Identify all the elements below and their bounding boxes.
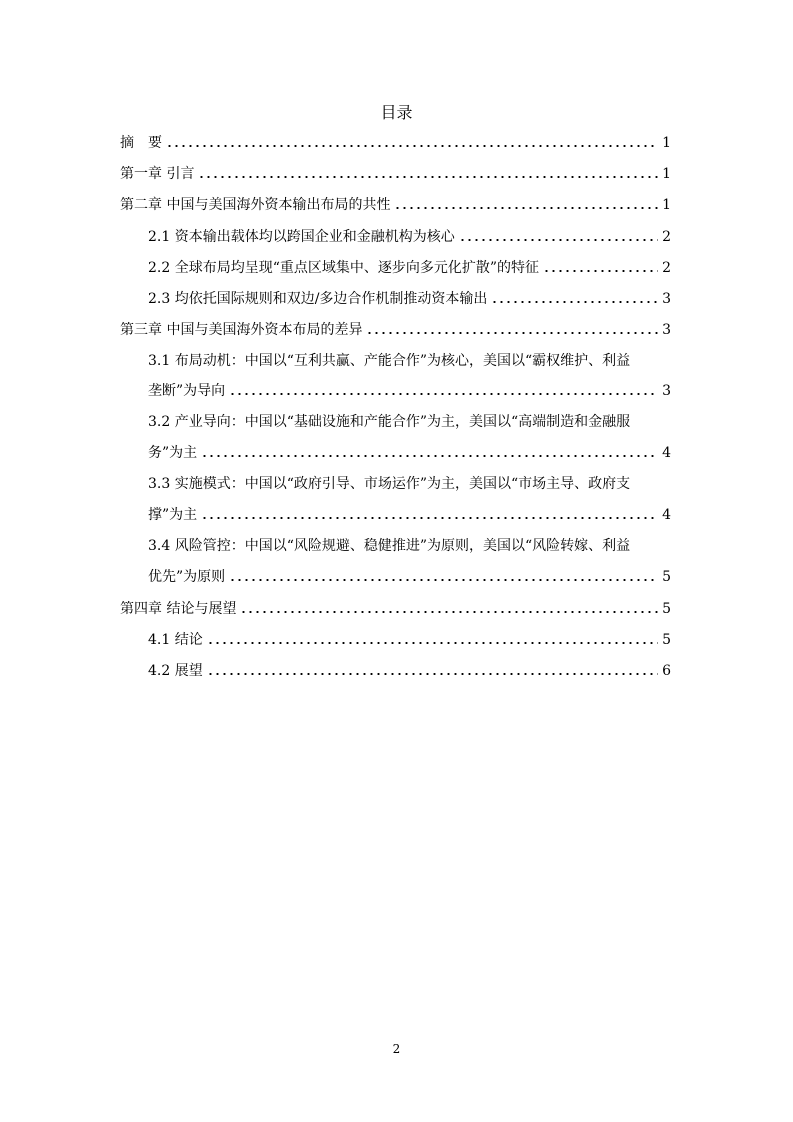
- toc-entry-chapter-2[interactable]: [120, 196, 671, 214]
- toc-page-number: 6: [662, 663, 671, 679]
- toc-label: 撑”为主: [148, 507, 198, 523]
- dot-leader: [366, 331, 658, 335]
- toc-page-number: 2: [662, 260, 671, 276]
- toc-page-number: 2: [662, 229, 671, 245]
- toc-entry-section-3-4-line1[interactable]: 3.4 风险管控：中国以“风险规避、稳健推进”为原则，美国以“风险转嫁、利益: [148, 538, 631, 554]
- dot-leader: [229, 392, 658, 396]
- toc-entry-abstract[interactable]: [120, 134, 671, 152]
- toc-entry-section-4-1[interactable]: [148, 631, 671, 649]
- toc-page-number: 3: [662, 291, 671, 307]
- toc-entry-section-3-1-line1[interactable]: 3.1 布局动机：中国以“互利共赢、产能合作”为核心，美国以“霸权维护、利益: [148, 353, 631, 369]
- toc-entry-section-4-2[interactable]: [148, 662, 671, 680]
- dot-leader: [394, 206, 658, 210]
- toc-label: 摘 要: [120, 135, 162, 151]
- toc-label: 垄断”为导向: [148, 383, 226, 399]
- toc-page-number: 4: [662, 507, 671, 523]
- toc-entry-chapter-4[interactable]: [120, 600, 671, 618]
- footer-page-number: 2: [392, 1042, 401, 1056]
- toc-label: 4.1 结论: [148, 632, 203, 648]
- dot-leader: [198, 175, 658, 179]
- toc-entry-section-2-1[interactable]: [148, 228, 671, 246]
- toc-label: 务”为主: [148, 445, 198, 461]
- toc-label: 第三章 中国与美国海外资本布局的差异: [120, 322, 363, 338]
- toc-page-number: 1: [662, 166, 671, 182]
- dot-leader: [543, 269, 658, 273]
- dot-leader: [240, 610, 658, 614]
- dot-leader: [459, 238, 658, 242]
- toc-label: 2.2 全球布局均呈现“重点区域集中、逐步向多元化扩散”的特征: [148, 260, 540, 276]
- toc-label: 第四章 结论与展望: [120, 601, 237, 617]
- toc-entry-chapter-3[interactable]: [120, 321, 671, 339]
- toc-page-number: 3: [662, 383, 671, 399]
- toc-page-number: 5: [662, 632, 671, 648]
- toc-page-number: 1: [662, 197, 671, 213]
- toc-page-number: 5: [662, 569, 671, 585]
- toc-page-number: 1: [662, 135, 671, 151]
- toc-label: 4.2 展望: [148, 663, 203, 679]
- toc-label: 2.3 均依托国际规则和双边/多边合作机制推动资本输出: [148, 291, 488, 307]
- toc-entry-chapter-1[interactable]: [120, 165, 671, 183]
- dot-leader: [207, 672, 658, 676]
- dot-leader: [229, 578, 658, 582]
- toc-page-number: 5: [662, 601, 671, 617]
- toc-entry-section-2-3[interactable]: [148, 290, 671, 308]
- dot-leader: [201, 516, 658, 520]
- toc-label: 优先”为原则: [148, 569, 226, 585]
- toc-entry-section-3-2-line1[interactable]: 3.2 产业导向：中国以“基础设施和产能合作”为主，美国以“高端制造和金融服: [148, 414, 631, 430]
- toc-label: 第二章 中国与美国海外资本输出布局的共性: [120, 197, 391, 213]
- toc-label: 2.1 资本输出载体均以跨国企业和金融机构为核心: [148, 229, 455, 245]
- dot-leader: [201, 454, 658, 458]
- toc-entry-section-3-2[interactable]: [148, 444, 671, 462]
- toc-entry-section-3-4[interactable]: [148, 568, 671, 586]
- dot-leader: [207, 641, 658, 645]
- dot-leader: [166, 144, 658, 148]
- toc-entry-section-3-3-line1[interactable]: 3.3 实施模式：中国以“政府引导、市场运作”为主，美国以“市场主导、政府支: [148, 476, 631, 492]
- toc-page-number: 3: [662, 322, 671, 338]
- toc-title: 目录: [380, 103, 413, 122]
- dot-leader: [491, 300, 658, 304]
- toc-entry-section-3-1[interactable]: [148, 382, 671, 400]
- toc-page-number: 4: [662, 445, 671, 461]
- toc-entry-section-3-3[interactable]: [148, 506, 671, 524]
- toc-label: 第一章 引言: [120, 166, 195, 182]
- toc-entry-section-2-2[interactable]: [148, 259, 671, 277]
